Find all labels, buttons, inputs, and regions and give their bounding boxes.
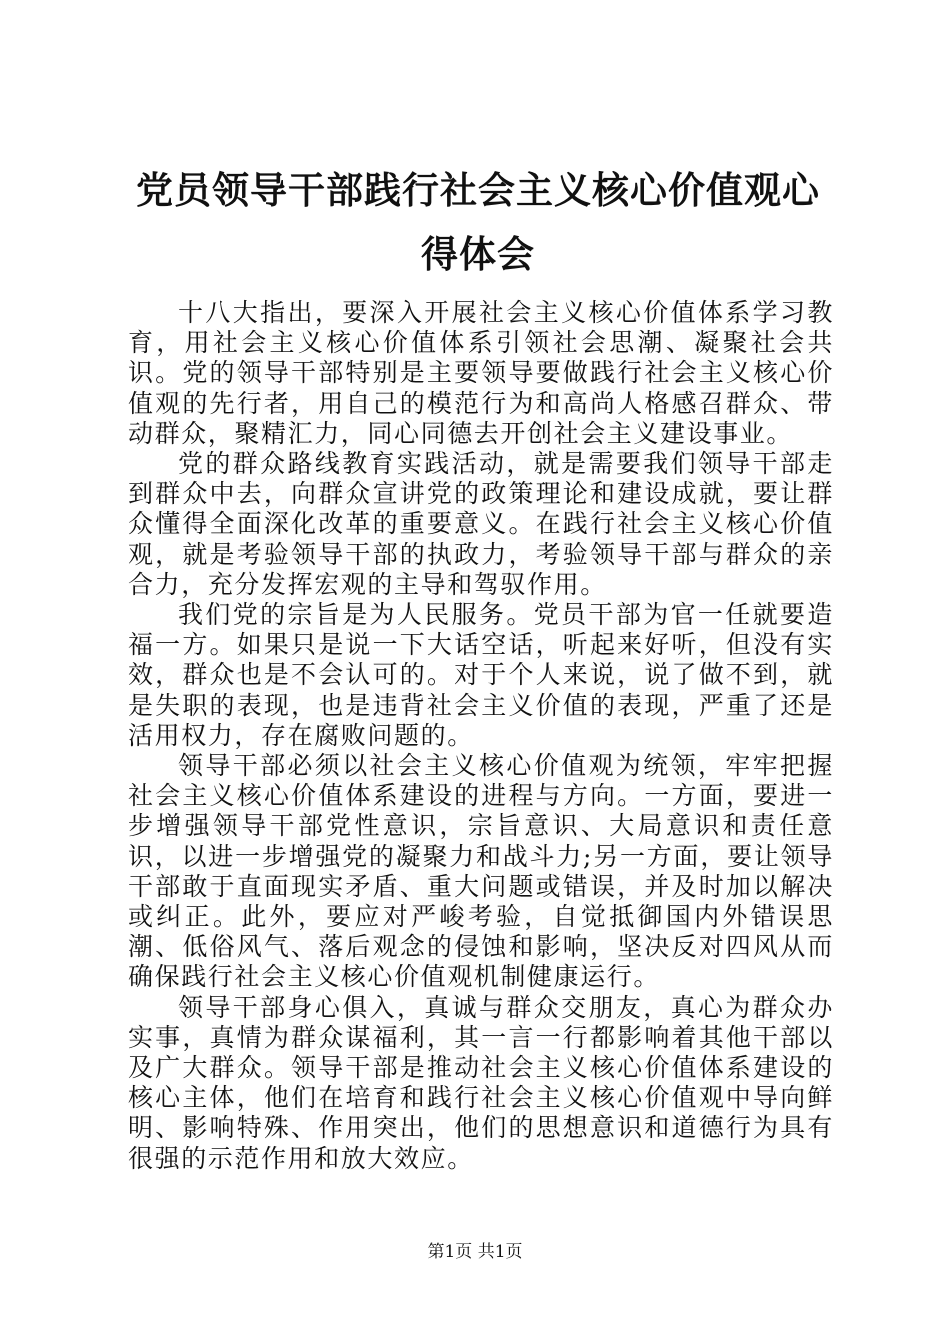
paragraph-2: 党的群众路线教育实践活动，就是需要我们领导干部走到群众中去，向群众宣讲党的政策理论和建设成就，要让群众懂得全面深化改革的重要意义。在践行社会主义核心价值观，就是考验领导干部的执政力，考验领导干部与群众的亲合力，充分发挥宏观的主导和驾驭作用。 (128, 449, 834, 599)
page-number-footer: 第1页 共1页 (427, 1242, 523, 1262)
paragraph-3: 我们党的宗旨是为人民服务。党员干部为官一任就要造福一方。如果只是说一下大话空话，听起来好听，但没有实效，群众也是不会认可的。对于个人来说，说了做不到，就是失职的表现，也是违背社会主义价值的表现，严重了还是活用权力，存在腐败问题的。 (128, 600, 834, 750)
paragraph-5: 领导干部身心俱入，真诚与群众交朋友，真心为群众办实事，真情为群众谋福利，其一言一行都影响着其他干部以及广大群众。领导干部是推动社会主义核心价值体系建设的核心主体，他们在培育和践行社会主义核心价值观中导向鲜明、影响特殊、作用突出，他们的思想意识和道德行为具有很强的示范作用和放大效应。 (128, 992, 834, 1173)
document-title: 党员领导干部践行社会主义核心价值观心得体会 (136, 168, 820, 276)
paragraph-1: 十八大指出，要深入开展社会主义核心价值体系学习教育，用社会主义核心价值体系引领社会思潮、凝聚社会共识。党的领导干部特别是主要领导要做践行社会主义核心价值观的先行者，用自己的模范行为和高尚人格感召群众、带动群众，聚精汇力，同心同德去开创社会主义建设事业。 (128, 298, 834, 448)
paragraph-4: 领导干部必须以社会主义核心价值观为统领，牢牢把握社会主义核心价值体系建设的进程与方向。一方面，要进一步增强领导干部党性意识，宗旨意识、大局意识和责任意识，以进一步增强党的凝聚力和战斗力;另一方面，要让领导干部敢于直面现实矛盾、重大问题或错误，并及时加以解决或纠正。此外，要应对严峻考验，自觉抵御国内外错误思潮、低俗风气、落后观念的侵蚀和影响，坚决反对四风从而确保践行社会主义核心价值观机制健康运行。 (128, 751, 834, 992)
document-body (128, 298, 834, 1174)
